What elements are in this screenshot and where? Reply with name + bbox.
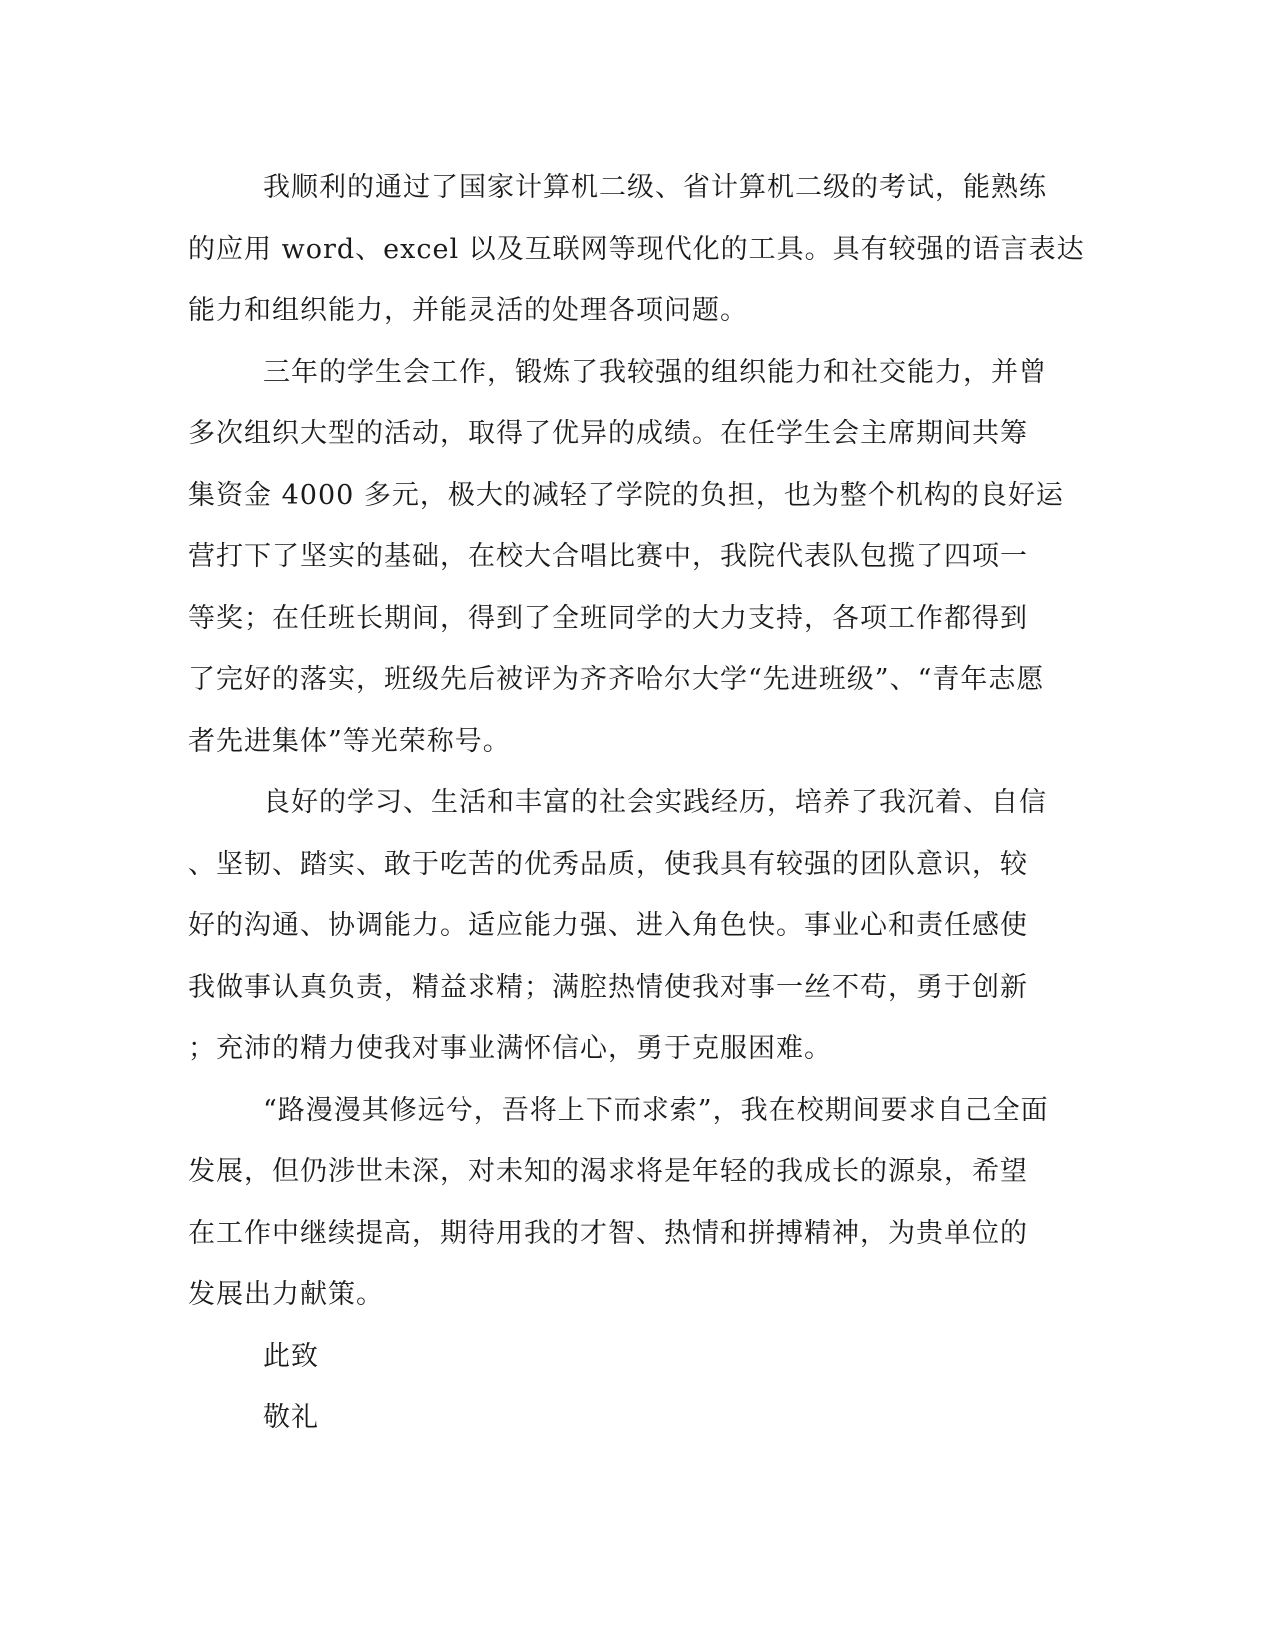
paragraph-line: “路漫漫其修远兮，吾将上下而求索”，我在校期间要求自己全面 <box>263 1094 1049 1126</box>
paragraph-line: 等奖；在任班长期间，得到了全班同学的大力支持，各项工作都得到 <box>188 602 1028 634</box>
paragraph-line: 发展出力献策。 <box>188 1279 384 1310</box>
paragraph-line: ；充沛的精力使我对事业满怀信心，勇于克服困难。 <box>188 1033 832 1064</box>
paragraph-line: 良好的学习、生活和丰富的社会实践经历，培养了我沉着、自信 <box>263 787 1047 818</box>
paragraph-line: 三年的学生会工作，锻炼了我较强的组织能力和社交能力，并曾 <box>263 356 1047 388</box>
paragraph-line: 营打下了坚实的基础，在校大合唱比赛中，我院代表队包揽了四项一 <box>188 541 1028 572</box>
closing-salutation: 此致 <box>263 1340 319 1372</box>
closing-regards: 敬礼 <box>263 1402 319 1433</box>
paragraph-line: 在工作中继续提高，期待用我的才智、热情和拼搏精神，为贵单位的 <box>188 1217 1028 1249</box>
paragraph-computer-skills <box>188 157 1085 342</box>
paragraph-line: 的应用 word、excel 以及互联网等现代化的工具。具有较强的语言表达 <box>188 233 1085 265</box>
paragraph-line: 能力和组织能力，并能灵活的处理各项问题。 <box>188 295 748 326</box>
letter-body <box>188 157 1085 1449</box>
paragraph-line: 了完好的落实，班级先后被评为齐齐哈尔大学“先进班级”、“青年志愿 <box>188 664 1045 695</box>
paragraph-line: 、坚韧、踏实、敢于吃苦的优秀品质，使我具有较强的团队意识，较 <box>188 848 1028 880</box>
paragraph-student-union <box>188 342 1068 773</box>
paragraph-line: 集资金 4000 多元，极大的减轻了学院的负担，也为整个机构的良好运 <box>188 479 1064 511</box>
paragraph-line: 好的沟通、协调能力。适应能力强、进入角色快。事业心和责任感使 <box>188 910 1028 941</box>
paragraph-line: 我顺利的通过了国家计算机二级、省计算机二级的考试，能熟练 <box>263 172 1047 203</box>
paragraph-aspiration <box>188 1080 1068 1326</box>
paragraph-personal-qualities <box>188 772 1068 1080</box>
paragraph-line: 多次组织大型的活动，取得了优异的成绩。在任学生会主席期间共筹 <box>188 418 1028 449</box>
paragraph-line: 者先进集体”等光荣称号。 <box>188 725 511 757</box>
paragraph-line: 我做事认真负责，精益求精；满腔热情使我对事一丝不苟，勇于创新 <box>188 971 1028 1003</box>
paragraph-line: 发展，但仍涉世未深，对未知的渴求将是年轻的我成长的源泉，希望 <box>188 1156 1028 1187</box>
